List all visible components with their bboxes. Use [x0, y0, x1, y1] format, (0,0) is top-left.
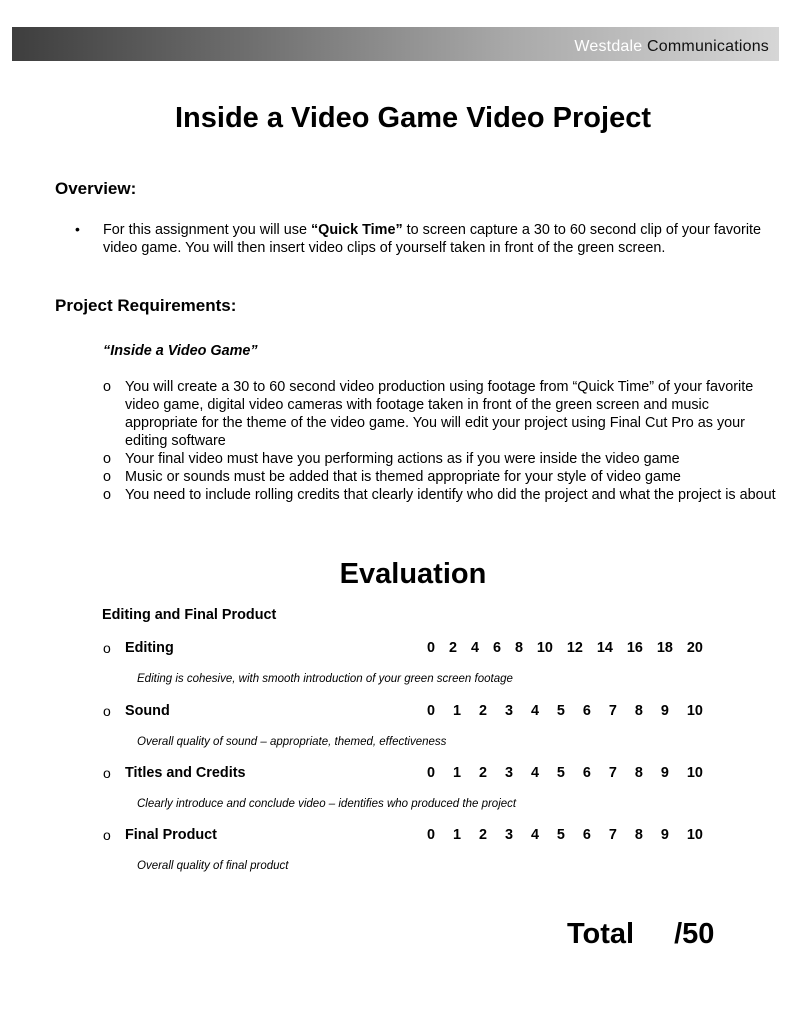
- score-option: 6: [582, 703, 591, 719]
- score-option: 6: [492, 640, 501, 656]
- score-option: 6: [582, 765, 591, 781]
- score-option: 0: [427, 703, 436, 719]
- score-option: 5: [556, 827, 565, 843]
- overview-text-bold: “Quick Time”: [310, 222, 403, 238]
- score-option: 0: [427, 765, 436, 781]
- criterion-marker: o: [103, 703, 111, 719]
- overview-text: [103, 221, 783, 257]
- criterion-description: Overall quality of sound – appropriate, themed, effectiveness: [137, 736, 447, 748]
- criterion-description: Clearly introduce and conclude video – identifies who produced the project: [137, 798, 517, 810]
- score-option: 5: [556, 703, 565, 719]
- criterion-label: Editing: [125, 640, 174, 656]
- score-option: 4: [530, 827, 539, 843]
- score-scale: [427, 827, 703, 843]
- evaluation-heading: Evaluation: [339, 558, 487, 590]
- score-option: 3: [504, 827, 513, 843]
- criterion-description: Editing is cohesive, with smooth introduction of your green screen footage: [137, 673, 513, 685]
- requirement-marker: o: [103, 469, 112, 485]
- score-option: 10: [686, 765, 703, 781]
- criterion-label: Titles and Credits: [125, 765, 246, 781]
- score-option: 3: [504, 765, 513, 781]
- score-option: 9: [660, 765, 669, 781]
- overview-text-start: For this assignment you will use: [103, 222, 311, 238]
- score-option: 7: [608, 827, 617, 843]
- score-option: 1: [452, 765, 461, 781]
- header-brand: [574, 38, 769, 56]
- overview-heading: Overview:: [55, 179, 137, 198]
- score-option: 8: [634, 827, 643, 843]
- score-option: 4: [470, 640, 479, 656]
- requirements-heading: Project Requirements:: [55, 296, 237, 315]
- score-option: 9: [660, 827, 669, 843]
- score-option: 1: [452, 827, 461, 843]
- score-option: 2: [478, 765, 487, 781]
- score-option: 14: [596, 640, 613, 656]
- requirement-item: [103, 450, 783, 468]
- score-option: 4: [530, 765, 539, 781]
- criterion-marker: o: [103, 640, 111, 656]
- total-max: /50: [674, 918, 715, 950]
- score-option: 20: [686, 640, 703, 656]
- score-option: 2: [478, 827, 487, 843]
- score-option: 0: [427, 827, 436, 843]
- score-option: 5: [556, 765, 565, 781]
- overview-text-end: to screen capture a 30 to 60 second clip of your favorite video game. You will then insert video clips of yourself taken in front of the green screen.: [103, 222, 762, 256]
- requirement-marker: o: [103, 451, 112, 467]
- score-option: 10: [686, 827, 703, 843]
- requirement-item: [103, 468, 783, 486]
- score-option: 4: [530, 703, 539, 719]
- criterion-label: Final Product: [125, 827, 217, 843]
- requirement-text: You need to include rolling credits that clearly identify who did the project and what the project is about: [125, 487, 776, 503]
- score-scale: [427, 640, 703, 656]
- requirement-item: [103, 378, 783, 450]
- score-option: 9: [660, 703, 669, 719]
- score-option: 8: [634, 765, 643, 781]
- score-scale: [427, 765, 703, 781]
- header-band: [12, 27, 779, 61]
- requirement-text: You will create a 30 to 60 second video production using footage from “Quick Time” of your favorite video game, digital video cameras with footage taken in front of the green screen and music appropriate for the theme of the video game. You will edit your project using Final Cut Pro as your editing software: [125, 379, 754, 449]
- score-option: 10: [536, 640, 553, 656]
- score-option: 8: [514, 640, 523, 656]
- requirement-marker: o: [103, 379, 112, 395]
- score-option: 0: [427, 640, 436, 656]
- requirement-text: Your final video must have you performing actions as if you were inside the video game: [125, 451, 680, 467]
- criterion-marker: o: [103, 765, 111, 781]
- score-option: 3: [504, 703, 513, 719]
- score-option: 8: [634, 703, 643, 719]
- brand-second-word: Communications: [647, 38, 769, 55]
- score-option: 16: [626, 640, 643, 656]
- criterion-label: Sound: [125, 703, 170, 719]
- score-option: 18: [656, 640, 673, 656]
- score-option: 6: [582, 827, 591, 843]
- requirement-text: Music or sounds must be added that is themed appropriate for your style of video game: [125, 469, 681, 485]
- requirement-marker: o: [103, 487, 112, 503]
- total-score: [567, 918, 714, 951]
- total-label: Total: [567, 918, 635, 950]
- brand-first-word: Westdale: [574, 38, 643, 55]
- score-option: 7: [608, 703, 617, 719]
- criterion-marker: o: [103, 827, 111, 843]
- criterion-description: Overall quality of final product: [137, 860, 289, 872]
- page-title: Inside a Video Game Video Project: [175, 102, 651, 134]
- score-option: 7: [608, 765, 617, 781]
- requirement-item: [103, 486, 783, 504]
- score-option: 10: [686, 703, 703, 719]
- score-option: 1: [452, 703, 461, 719]
- evaluation-subheading: Editing and Final Product: [102, 607, 277, 623]
- score-scale: [427, 703, 703, 719]
- requirements-subtitle: “Inside a Video Game”: [103, 343, 258, 359]
- overview-bullet: •: [75, 221, 80, 237]
- score-option: 2: [478, 703, 487, 719]
- requirements-list: [103, 378, 783, 504]
- score-option: 12: [566, 640, 583, 656]
- score-option: 2: [448, 640, 457, 656]
